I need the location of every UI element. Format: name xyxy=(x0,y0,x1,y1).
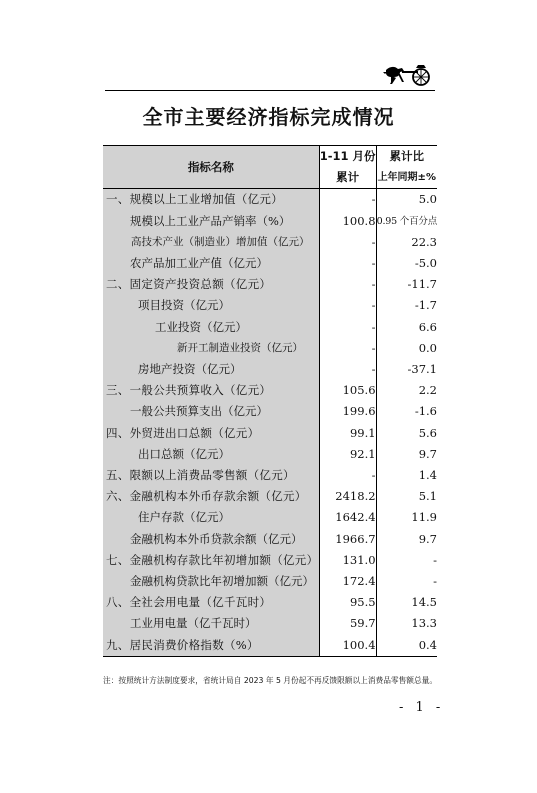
growth-value: -5.0 xyxy=(414,256,437,271)
indicator-name: 农产品加工业产值（亿元） xyxy=(103,253,319,274)
growth-value: - xyxy=(433,552,437,567)
cumulative-value: 199.6 xyxy=(319,401,376,422)
indicator-name: 房地产投资（亿元） xyxy=(103,359,319,380)
indicator-name: 九、居民消费价格指数（%） xyxy=(103,635,319,657)
growth-value: 13.3 xyxy=(411,616,437,631)
cumulative-value: - xyxy=(319,295,376,316)
cumulative-value: 172.4 xyxy=(319,571,376,592)
table-row xyxy=(103,444,437,465)
cumulative-value: - xyxy=(319,317,376,338)
growth-value: 22.3 xyxy=(411,234,437,249)
cumulative-value: 1966.7 xyxy=(319,529,376,550)
table-row xyxy=(103,401,437,422)
cumulative-value: - xyxy=(319,232,376,253)
growth-value: 5.1 xyxy=(418,489,437,504)
cumulative-value: - xyxy=(319,465,376,486)
indicator-name: 金融机构本外币贷款余额（亿元） xyxy=(103,529,319,550)
indicator-name: 工业投资（亿元） xyxy=(103,317,319,338)
growth-value: 14.5 xyxy=(411,595,437,610)
header-cumulative xyxy=(319,146,376,189)
indicator-name: 高技术产业（制造业）增加值（亿元） xyxy=(103,232,319,253)
growth-value: 6.6 xyxy=(418,319,437,334)
cumulative-value: 131.0 xyxy=(319,550,376,571)
indicator-name: 工业用电量（亿千瓦时） xyxy=(103,613,319,634)
table-row xyxy=(103,613,437,634)
cumulative-value: 99.1 xyxy=(319,423,376,444)
indicator-name: 住户存款（亿元） xyxy=(103,507,319,528)
indicator-name: 新开工制造业投资（亿元） xyxy=(103,338,319,359)
header-growth-line1: 累计比 xyxy=(389,149,425,163)
table-row xyxy=(103,211,437,232)
cumulative-value: 1642.4 xyxy=(319,507,376,528)
indicator-name: 一般公共预算支出（亿元） xyxy=(103,401,319,422)
indicator-name: 六、金融机构本外币存款余额（亿元） xyxy=(103,486,319,507)
growth-value: 2.2 xyxy=(418,383,437,398)
indicator-name: 四、外贸进出口总额（亿元） xyxy=(103,423,319,444)
footnote: 注：按照统计方法制度要求，省统计局自 2023 年 5 月份起不再反馈限额以上消费品零售额总量。 xyxy=(103,676,438,685)
cumulative-value: 100.8 xyxy=(319,211,376,232)
cumulative-value: 95.5 xyxy=(319,592,376,613)
header-growth-line2: 上年同期±% xyxy=(377,172,436,184)
growth-value: - xyxy=(433,574,437,589)
growth-value: -37.1 xyxy=(407,362,437,377)
growth-value: 0.4 xyxy=(376,635,437,657)
indicator-name: 三、一般公共预算收入（亿元） xyxy=(103,380,319,401)
table-row xyxy=(103,423,437,444)
indicator-name: 二、固定资产投资总额（亿元） xyxy=(103,274,319,295)
table-row xyxy=(103,189,437,211)
table-row xyxy=(103,592,437,613)
table-row xyxy=(103,253,437,274)
table-row xyxy=(103,317,437,338)
growth-value: -1.7 xyxy=(414,298,437,313)
table-row xyxy=(103,338,437,359)
table-row xyxy=(103,486,437,507)
cumulative-value: 2418.2 xyxy=(319,486,376,507)
cumulative-value: - xyxy=(319,189,376,211)
growth-value: -11.7 xyxy=(407,277,437,292)
cumulative-value: 105.6 xyxy=(319,380,376,401)
growth-value: 1.4 xyxy=(418,468,437,483)
table-row xyxy=(103,465,437,486)
indicator-name: 金融机构贷款比年初增加额（亿元） xyxy=(103,571,319,592)
table-row xyxy=(103,380,437,401)
indicator-name: 项目投资（亿元） xyxy=(103,295,319,316)
header-indicator-name: 指标名称 xyxy=(103,146,319,189)
header-cumulative-line1: 1-11 月份 xyxy=(319,149,376,163)
growth-value: 9.7 xyxy=(418,446,437,461)
page-title: 全市主要经济指标完成情况 xyxy=(142,105,395,129)
table-row xyxy=(103,359,437,380)
indicator-name: 七、金融机构存款比年初增加额（亿元） xyxy=(103,550,319,571)
header-growth xyxy=(376,146,437,189)
cumulative-value: - xyxy=(319,338,376,359)
indicator-name: 五、限额以上消费品零售额（亿元） xyxy=(103,465,319,486)
page-number: - 1 - xyxy=(399,700,445,715)
cumulative-value: 92.1 xyxy=(319,444,376,465)
indicators-table xyxy=(103,145,437,657)
table-row xyxy=(103,571,437,592)
table-row xyxy=(103,507,437,528)
table-row xyxy=(103,295,437,316)
indicator-name: 规模以上工业产品产销率（%） xyxy=(103,211,319,232)
growth-value: 5.6 xyxy=(418,425,437,440)
table-row xyxy=(103,274,437,295)
indicator-name: 八、全社会用电量（亿千瓦时） xyxy=(103,592,319,613)
growth-value: 5.0 xyxy=(418,192,437,207)
indicator-name: 一、规模以上工业增加值（亿元） xyxy=(103,189,319,211)
header-cumulative-line2: 累计 xyxy=(336,170,360,185)
growth-value: 9.7 xyxy=(418,531,437,546)
table-row xyxy=(103,635,437,657)
growth-value: -1.6 xyxy=(414,404,437,419)
cumulative-value: 100.4 xyxy=(319,635,376,657)
table-row xyxy=(103,529,437,550)
growth-value: 0.0 xyxy=(418,340,437,355)
cumulative-value: - xyxy=(319,253,376,274)
header-rule xyxy=(105,90,435,91)
horse-carriage-logo xyxy=(380,60,435,90)
table-row xyxy=(103,232,437,253)
cumulative-value: 59.7 xyxy=(319,613,376,634)
growth-value: 0.95 个百分点 xyxy=(376,215,437,227)
table-row xyxy=(103,550,437,571)
indicator-name: 出口总额（亿元） xyxy=(103,444,319,465)
growth-value: 11.9 xyxy=(411,510,437,525)
table-header-row xyxy=(103,146,437,189)
cumulative-value: - xyxy=(319,359,376,380)
cumulative-value: - xyxy=(319,274,376,295)
